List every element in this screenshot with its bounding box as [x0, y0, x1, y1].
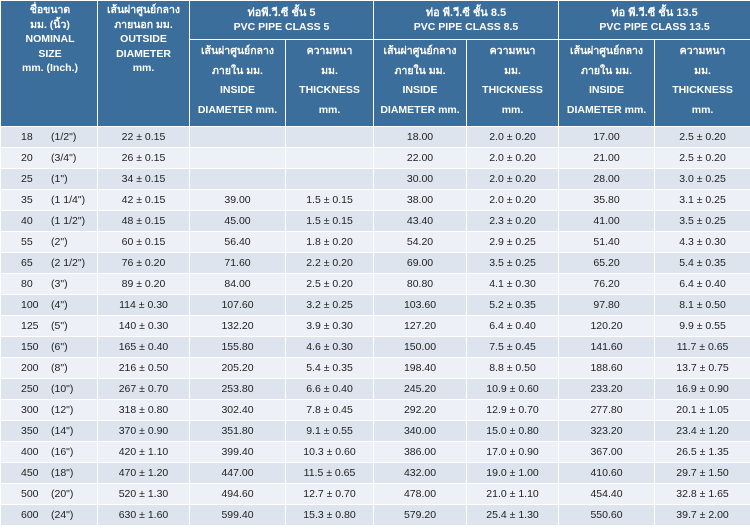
- class135-inside-cell: 233.20: [559, 379, 655, 400]
- class85-thickness-cell: 10.9 ± 0.60: [467, 379, 559, 400]
- table-row: [1, 253, 750, 274]
- nominal-size-cell: [1, 400, 98, 421]
- nominal-size-cell: [1, 232, 98, 253]
- class135-inside-cell: 323.20: [559, 421, 655, 442]
- class135-thickness-cell: 16.9 ± 0.90: [655, 379, 750, 400]
- class135-inside-cell: 410.60: [559, 463, 655, 484]
- class5-thickness-cell: 15.3 ± 0.80: [286, 505, 374, 526]
- class135-thickness-cell: 8.1 ± 0.50: [655, 295, 750, 316]
- class5-thickness-cell: 3.2 ± 0.25: [286, 295, 374, 316]
- header-inside-diameter: เส้นผ่าศูนย์กลาง ภายใน มม. INSIDE DIAMETER mm.: [559, 40, 655, 127]
- class5-thickness-cell: [286, 127, 374, 148]
- nominal-size-cell: [1, 253, 98, 274]
- size-mm: 18: [21, 131, 33, 143]
- size-inch: (14"): [51, 425, 74, 437]
- size-mm: 300: [21, 404, 39, 416]
- size-inch: (1/2"): [51, 131, 77, 143]
- class85-thickness-cell: 2.3 ± 0.20: [467, 211, 559, 232]
- class5-thickness-cell: 6.6 ± 0.40: [286, 379, 374, 400]
- class85-inside-cell: 432.00: [374, 463, 467, 484]
- outside-diameter-cell: 34 ± 0.15: [98, 169, 190, 190]
- class5-thickness-cell: 12.7 ± 0.70: [286, 484, 374, 505]
- outside-diameter-cell: 216 ± 0.50: [98, 358, 190, 379]
- class5-thickness-cell: 7.8 ± 0.45: [286, 400, 374, 421]
- outside-diameter-cell: 140 ± 0.30: [98, 316, 190, 337]
- size-mm: 55: [21, 236, 33, 248]
- class85-thickness-cell: 5.2 ± 0.35: [467, 295, 559, 316]
- table-row: [1, 484, 750, 505]
- table-row: [1, 379, 750, 400]
- table-row: [1, 295, 750, 316]
- outside-diameter-cell: 26 ± 0.15: [98, 148, 190, 169]
- outside-diameter-cell: 318 ± 0.80: [98, 400, 190, 421]
- class85-inside-cell: 69.00: [374, 253, 467, 274]
- class85-inside-cell: 38.00: [374, 190, 467, 211]
- outside-diameter-cell: 165 ± 0.40: [98, 337, 190, 358]
- nominal-size-cell: [1, 463, 98, 484]
- table-row: [1, 190, 750, 211]
- class5-thickness-cell: 1.5 ± 0.15: [286, 211, 374, 232]
- class85-thickness-cell: 19.0 ± 1.00: [467, 463, 559, 484]
- size-mm: 25: [21, 173, 33, 185]
- outside-diameter-cell: 89 ± 0.20: [98, 274, 190, 295]
- class85-inside-cell: 43.40: [374, 211, 467, 232]
- table-row: [1, 169, 750, 190]
- class5-inside-cell: 155.80: [190, 337, 286, 358]
- class135-thickness-cell: 13.7 ± 0.75: [655, 358, 750, 379]
- nominal-size-cell: [1, 211, 98, 232]
- size-mm: 250: [21, 383, 39, 395]
- class85-thickness-cell: 6.4 ± 0.40: [467, 316, 559, 337]
- outside-diameter-cell: 420 ± 1.10: [98, 442, 190, 463]
- class85-inside-cell: 18.00: [374, 127, 467, 148]
- class85-thickness-cell: 21.0 ± 1.10: [467, 484, 559, 505]
- class85-inside-cell: 30.00: [374, 169, 467, 190]
- class135-thickness-cell: 26.5 ± 1.35: [655, 442, 750, 463]
- class85-inside-cell: 386.00: [374, 442, 467, 463]
- class5-thickness-cell: 1.5 ± 0.15: [286, 190, 374, 211]
- table-row: [1, 316, 750, 337]
- table-row: [1, 274, 750, 295]
- header-inside-diameter: เส้นผ่าศูนย์กลาง ภายใน มม. INSIDE DIAMETER mm.: [190, 40, 286, 127]
- size-inch: (18"): [51, 467, 74, 479]
- class85-inside-cell: 54.20: [374, 232, 467, 253]
- size-mm: 350: [21, 425, 39, 437]
- table-row: [1, 358, 750, 379]
- class135-inside-cell: 188.60: [559, 358, 655, 379]
- class5-inside-cell: 39.00: [190, 190, 286, 211]
- size-inch: (1 1/4"): [51, 194, 86, 206]
- class85-inside-cell: 198.40: [374, 358, 467, 379]
- table-row: [1, 421, 750, 442]
- class5-inside-cell: 107.60: [190, 295, 286, 316]
- outside-diameter-cell: 370 ± 0.90: [98, 421, 190, 442]
- size-inch: (5"): [51, 320, 68, 332]
- class85-inside-cell: 127.20: [374, 316, 467, 337]
- class135-thickness-cell: 4.3 ± 0.30: [655, 232, 750, 253]
- class135-inside-cell: 28.00: [559, 169, 655, 190]
- class85-inside-cell: 292.20: [374, 400, 467, 421]
- class135-inside-cell: 21.00: [559, 148, 655, 169]
- header-class-5: ท่อพี.วี.ซี ชั้น 5 PVC PIPE CLASS 5: [190, 1, 374, 40]
- class85-thickness-cell: 8.8 ± 0.50: [467, 358, 559, 379]
- class5-inside-cell: 45.00: [190, 211, 286, 232]
- table-row: [1, 211, 750, 232]
- table-row: [1, 442, 750, 463]
- class135-thickness-cell: 3.5 ± 0.25: [655, 211, 750, 232]
- class5-inside-cell: 599.40: [190, 505, 286, 526]
- size-inch: (6"): [51, 341, 68, 353]
- outside-diameter-cell: 22 ± 0.15: [98, 127, 190, 148]
- outside-diameter-cell: 267 ± 0.70: [98, 379, 190, 400]
- size-mm: 80: [21, 278, 33, 290]
- outside-diameter-cell: 42 ± 0.15: [98, 190, 190, 211]
- nominal-size-cell: [1, 337, 98, 358]
- nominal-size-cell: [1, 127, 98, 148]
- class85-inside-cell: 80.80: [374, 274, 467, 295]
- header-thickness: ความหนา มม. THICKNESS mm.: [467, 40, 559, 127]
- class135-thickness-cell: 6.4 ± 0.40: [655, 274, 750, 295]
- table-row: [1, 400, 750, 421]
- size-mm: 200: [21, 362, 39, 374]
- class135-inside-cell: 97.80: [559, 295, 655, 316]
- class85-inside-cell: 103.60: [374, 295, 467, 316]
- nominal-size-cell: [1, 442, 98, 463]
- outside-diameter-cell: 114 ± 0.30: [98, 295, 190, 316]
- class85-thickness-cell: 2.9 ± 0.25: [467, 232, 559, 253]
- class135-thickness-cell: 2.5 ± 0.20: [655, 148, 750, 169]
- class5-thickness-cell: 4.6 ± 0.30: [286, 337, 374, 358]
- class135-thickness-cell: 2.5 ± 0.20: [655, 127, 750, 148]
- header-class-8-5: ท่อ พี.วี.ซี ชั้น 8.5 PVC PIPE CLASS 8.5: [374, 1, 559, 40]
- class5-inside-cell: 71.60: [190, 253, 286, 274]
- header-thickness: ความหนา มม. THICKNESS mm.: [655, 40, 750, 127]
- class85-thickness-cell: 15.0 ± 0.80: [467, 421, 559, 442]
- class85-thickness-cell: 2.0 ± 0.20: [467, 169, 559, 190]
- class5-inside-cell: [190, 127, 286, 148]
- nominal-size-cell: [1, 169, 98, 190]
- class5-inside-cell: 447.00: [190, 463, 286, 484]
- class135-inside-cell: 454.40: [559, 484, 655, 505]
- size-mm: 35: [21, 194, 33, 206]
- nominal-size-cell: [1, 484, 98, 505]
- nominal-size-cell: [1, 295, 98, 316]
- class85-inside-cell: 245.20: [374, 379, 467, 400]
- class135-inside-cell: 120.20: [559, 316, 655, 337]
- class135-inside-cell: 35.80: [559, 190, 655, 211]
- table-row: [1, 505, 750, 526]
- class135-thickness-cell: 20.1 ± 1.05: [655, 400, 750, 421]
- size-mm: 20: [21, 152, 33, 164]
- size-mm: 450: [21, 467, 39, 479]
- table-row: [1, 127, 750, 148]
- class135-thickness-cell: 32.8 ± 1.65: [655, 484, 750, 505]
- class5-thickness-cell: 10.3 ± 0.60: [286, 442, 374, 463]
- class85-inside-cell: 22.00: [374, 148, 467, 169]
- class135-thickness-cell: 23.4 ± 1.20: [655, 421, 750, 442]
- class5-inside-cell: 494.60: [190, 484, 286, 505]
- nominal-size-cell: [1, 358, 98, 379]
- class85-thickness-cell: 3.5 ± 0.25: [467, 253, 559, 274]
- nominal-size-cell: [1, 316, 98, 337]
- nominal-size-cell: [1, 148, 98, 169]
- class5-inside-cell: 132.20: [190, 316, 286, 337]
- table-row: [1, 463, 750, 484]
- class135-inside-cell: 550.60: [559, 505, 655, 526]
- class5-thickness-cell: 2.5 ± 0.20: [286, 274, 374, 295]
- class135-inside-cell: 41.00: [559, 211, 655, 232]
- class5-thickness-cell: 11.5 ± 0.65: [286, 463, 374, 484]
- size-mm: 500: [21, 488, 39, 500]
- size-inch: (3"): [51, 278, 68, 290]
- header-outside-diameter: เส้นผ่าศูนย์กลาง ภายนอก มม. OUTSIDE DIAMETER mm.: [98, 1, 190, 127]
- class135-inside-cell: 367.00: [559, 442, 655, 463]
- outside-diameter-cell: 520 ± 1.30: [98, 484, 190, 505]
- size-inch: (1 1/2"): [51, 215, 86, 227]
- class85-inside-cell: 340.00: [374, 421, 467, 442]
- size-inch: (4"): [51, 299, 68, 311]
- outside-diameter-cell: 60 ± 0.15: [98, 232, 190, 253]
- class135-thickness-cell: 3.0 ± 0.25: [655, 169, 750, 190]
- size-mm: 600: [21, 509, 39, 521]
- class5-thickness-cell: [286, 169, 374, 190]
- nominal-size-cell: [1, 505, 98, 526]
- size-inch: (8"): [51, 362, 68, 374]
- class5-thickness-cell: 1.8 ± 0.20: [286, 232, 374, 253]
- class5-inside-cell: 56.40: [190, 232, 286, 253]
- class85-inside-cell: 150.00: [374, 337, 467, 358]
- table-row: [1, 232, 750, 253]
- class135-inside-cell: 65.20: [559, 253, 655, 274]
- class5-inside-cell: 253.80: [190, 379, 286, 400]
- class135-thickness-cell: 5.4 ± 0.35: [655, 253, 750, 274]
- class85-thickness-cell: 7.5 ± 0.45: [467, 337, 559, 358]
- size-inch: (3/4"): [51, 152, 77, 164]
- class85-thickness-cell: 4.1 ± 0.30: [467, 274, 559, 295]
- spec-table-body: [1, 127, 750, 526]
- class5-thickness-cell: 3.9 ± 0.30: [286, 316, 374, 337]
- class85-inside-cell: 478.00: [374, 484, 467, 505]
- class135-thickness-cell: 9.9 ± 0.55: [655, 316, 750, 337]
- size-inch: (20"): [51, 488, 74, 500]
- class85-thickness-cell: 12.9 ± 0.70: [467, 400, 559, 421]
- size-inch: (2 1/2"): [51, 257, 86, 269]
- class135-inside-cell: 17.00: [559, 127, 655, 148]
- size-mm: 400: [21, 446, 39, 458]
- size-mm: 100: [21, 299, 39, 311]
- class5-inside-cell: [190, 169, 286, 190]
- nominal-size-cell: [1, 190, 98, 211]
- class85-thickness-cell: 2.0 ± 0.20: [467, 127, 559, 148]
- outside-diameter-cell: 48 ± 0.15: [98, 211, 190, 232]
- class135-inside-cell: 141.60: [559, 337, 655, 358]
- header-nominal-size: ชื่อขนาด มม. (นิ้ว) NOMINAL SIZE mm. (Inch.): [1, 1, 98, 127]
- size-mm: 150: [21, 341, 39, 353]
- size-inch: (2"): [51, 236, 68, 248]
- size-inch: (16"): [51, 446, 74, 458]
- class85-thickness-cell: 17.0 ± 0.90: [467, 442, 559, 463]
- size-mm: 65: [21, 257, 33, 269]
- header-inside-diameter: เส้นผ่าศูนย์กลาง ภายใน มม. INSIDE DIAMETER mm.: [374, 40, 467, 127]
- nominal-size-cell: [1, 379, 98, 400]
- size-mm: 125: [21, 320, 39, 332]
- class135-thickness-cell: 3.1 ± 0.25: [655, 190, 750, 211]
- class135-thickness-cell: 29.7 ± 1.50: [655, 463, 750, 484]
- class5-inside-cell: 302.40: [190, 400, 286, 421]
- class85-thickness-cell: 2.0 ± 0.20: [467, 190, 559, 211]
- size-inch: (10"): [51, 383, 74, 395]
- class5-inside-cell: [190, 148, 286, 169]
- class5-thickness-cell: [286, 148, 374, 169]
- class5-inside-cell: 399.40: [190, 442, 286, 463]
- class85-inside-cell: 579.20: [374, 505, 467, 526]
- class5-inside-cell: 351.80: [190, 421, 286, 442]
- class135-inside-cell: 51.40: [559, 232, 655, 253]
- nominal-size-cell: [1, 421, 98, 442]
- outside-diameter-cell: 630 ± 1.60: [98, 505, 190, 526]
- table-row: [1, 148, 750, 169]
- class135-inside-cell: 277.80: [559, 400, 655, 421]
- size-mm: 40: [21, 215, 33, 227]
- class5-inside-cell: 84.00: [190, 274, 286, 295]
- header-thickness: ความหนา มม. THICKNESS mm.: [286, 40, 374, 127]
- outside-diameter-cell: 76 ± 0.20: [98, 253, 190, 274]
- class5-inside-cell: 205.20: [190, 358, 286, 379]
- header-class-13-5: ท่อ พี.วี.ซี ชั้น 13.5 PVC PIPE CLASS 13.5: [559, 1, 750, 40]
- class5-thickness-cell: 2.2 ± 0.20: [286, 253, 374, 274]
- class5-thickness-cell: 5.4 ± 0.35: [286, 358, 374, 379]
- class135-thickness-cell: 11.7 ± 0.65: [655, 337, 750, 358]
- class5-thickness-cell: 9.1 ± 0.55: [286, 421, 374, 442]
- size-inch: (24"): [51, 509, 74, 521]
- class85-thickness-cell: 2.0 ± 0.20: [467, 148, 559, 169]
- outside-diameter-cell: 470 ± 1.20: [98, 463, 190, 484]
- class135-inside-cell: 76.20: [559, 274, 655, 295]
- nominal-size-cell: [1, 274, 98, 295]
- class135-thickness-cell: 39.7 ± 2.00: [655, 505, 750, 526]
- size-inch: (1"): [51, 173, 68, 185]
- table-row: [1, 337, 750, 358]
- class85-thickness-cell: 25.4 ± 1.30: [467, 505, 559, 526]
- size-inch: (12"): [51, 404, 74, 416]
